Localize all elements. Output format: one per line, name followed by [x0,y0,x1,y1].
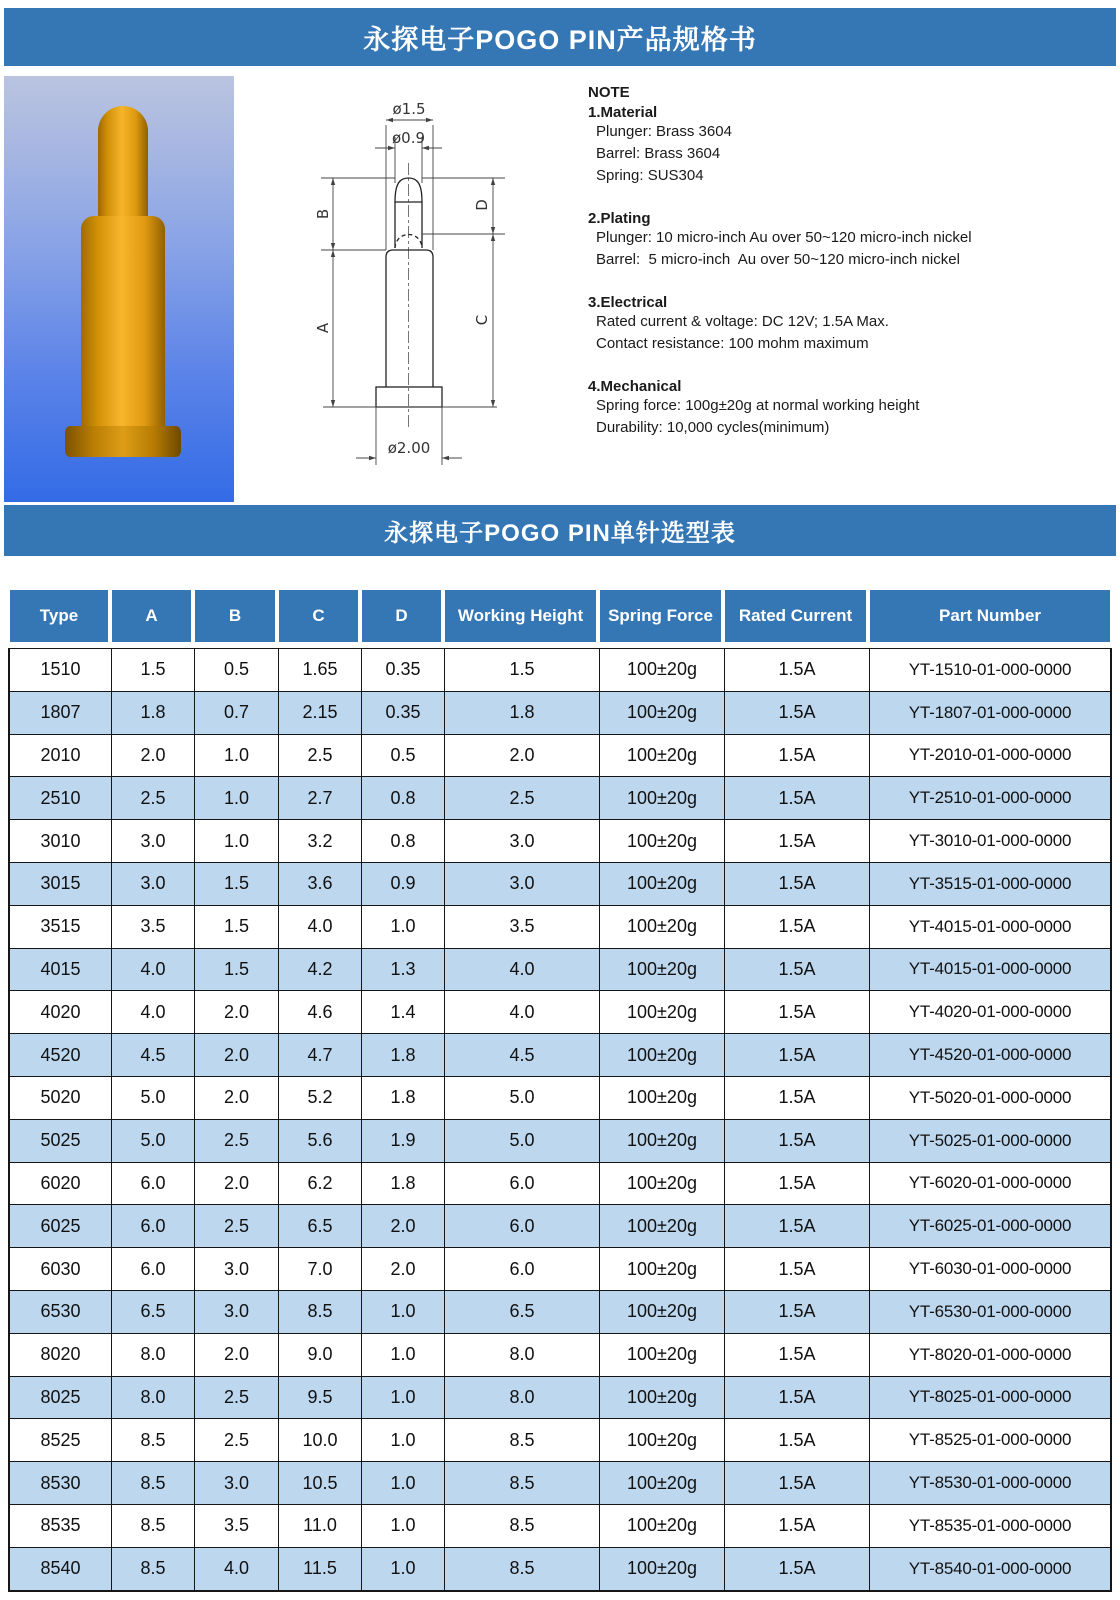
note-section [588,104,1116,187]
note-line: Barrel: 5 micro-inch Au over 50~120 micro-inch nickel [596,251,960,268]
cell-b: 0.7 [195,692,279,734]
cell-a: 3.0 [112,863,195,905]
cell-c: 2.15 [279,692,362,734]
note-line: Spring: SUS304 [596,167,704,184]
table-row [10,820,1110,863]
cell-rated-current: 1.5A [725,1462,870,1504]
cell-type: 6530 [10,1291,112,1333]
cell-a: 6.0 [112,1163,195,1205]
cell-type: 4020 [10,991,112,1033]
cell-a: 1.5 [112,649,195,691]
cell-d: 0.5 [362,735,445,777]
cell-working-height: 4.5 [445,1034,600,1076]
cell-a: 5.0 [112,1077,195,1119]
cell-spring-force: 100±20g [600,1548,725,1590]
cell-c: 10.5 [279,1462,362,1504]
cell-part-number: YT-4020-01-000-0000 [908,1002,1072,1022]
note-heading: NOTE [588,84,630,101]
pogo-pin-photo [4,76,234,502]
cell-working-height: 6.5 [445,1291,600,1333]
cell-b: 3.0 [195,1248,279,1290]
cell-d: 0.35 [362,649,445,691]
cell-type: 6030 [10,1248,112,1290]
cell-rated-current: 1.5A [725,863,870,905]
selection-table [8,590,1112,1592]
cell-type: 3010 [10,820,112,862]
cell-b: 0.5 [195,649,279,691]
cell-part-number: YT-5025-01-000-0000 [908,1130,1072,1150]
cell-spring-force: 100±20g [600,1163,725,1205]
table-row [10,1334,1110,1377]
cell-b: 4.0 [195,1548,279,1590]
dim-label-outer-diameter: ø1.5 [392,100,426,118]
cell-c: 11.0 [279,1505,362,1547]
cell-b: 2.0 [195,991,279,1033]
cell-part-number: YT-3515-01-000-0000 [908,873,1072,893]
dim-label-bottom-diameter: ø2.00 [387,439,431,457]
cell-a: 8.5 [112,1419,195,1461]
cell-a: 8.5 [112,1548,195,1590]
cell-spring-force: 100±20g [600,1505,725,1547]
note-line: Durability: 10,000 cycles(minimum) [596,419,830,436]
dim-outer-diameter [386,100,433,250]
cell-working-height: 8.5 [445,1419,600,1461]
column-header-working-height: Working Height [443,590,598,642]
cell-b: 1.0 [195,820,279,862]
cell-rated-current: 1.5A [725,1419,870,1461]
cell-part-number: YT-8535-01-000-0000 [908,1515,1072,1535]
cell-spring-force: 100±20g [600,1077,725,1119]
pin-barrel-render [81,216,165,428]
cell-rated-current: 1.5A [725,1334,870,1376]
cell-a: 8.0 [112,1334,195,1376]
table-row [10,949,1110,992]
cell-c: 4.7 [279,1034,362,1076]
cell-c: 3.6 [279,863,362,905]
cell-d: 2.0 [362,1205,445,1247]
table-row [10,1462,1110,1505]
cell-b: 1.0 [195,777,279,819]
cell-rated-current: 1.5A [725,1248,870,1290]
cell-d: 1.0 [362,1377,445,1419]
cell-working-height: 2.5 [445,777,600,819]
note-section-title: 1.Material [588,104,658,121]
cell-spring-force: 100±20g [600,777,725,819]
pin-outline [323,178,497,407]
cell-working-height: 3.0 [445,863,600,905]
cell-spring-force: 100±20g [600,1462,725,1504]
cell-spring-force: 100±20g [600,863,725,905]
cell-type: 5020 [10,1077,112,1119]
cell-a: 8.5 [112,1462,195,1504]
dim-label-A: A [314,322,332,334]
cell-d: 1.8 [362,1077,445,1119]
cell-d: 1.4 [362,991,445,1033]
cell-rated-current: 1.5A [725,649,870,691]
cell-part-number: YT-1807-01-000-0000 [908,702,1072,722]
cell-b: 2.5 [195,1377,279,1419]
table-row [10,735,1110,778]
cell-d: 0.35 [362,692,445,734]
table-row [10,863,1110,906]
cell-spring-force: 100±20g [600,1034,725,1076]
cell-c: 6.2 [279,1163,362,1205]
cell-type: 8540 [10,1548,112,1590]
cell-a: 2.5 [112,777,195,819]
cell-type: 8530 [10,1462,112,1504]
cell-a: 4.5 [112,1034,195,1076]
cell-type: 3015 [10,863,112,905]
note-section-title: 3.Electrical [588,294,668,311]
cell-spring-force: 100±20g [600,735,725,777]
cell-a: 5.0 [112,1120,195,1162]
cell-part-number: YT-6530-01-000-0000 [908,1301,1072,1321]
note-line: Spring force: 100g±20g at normal working height [596,397,920,414]
note-section [588,210,1116,271]
cell-c: 2.5 [279,735,362,777]
cell-type: 3515 [10,906,112,948]
cell-rated-current: 1.5A [725,1077,870,1119]
table-row [10,1120,1110,1163]
cell-a: 4.0 [112,991,195,1033]
cell-working-height: 8.5 [445,1505,600,1547]
cell-b: 1.5 [195,906,279,948]
dim-right [422,178,505,407]
cell-c: 5.6 [279,1120,362,1162]
cell-b: 1.0 [195,735,279,777]
cell-type: 8525 [10,1419,112,1461]
cell-rated-current: 1.5A [725,1034,870,1076]
dim-label-C: C [473,314,491,326]
cell-a: 2.0 [112,735,195,777]
cell-type: 2510 [10,777,112,819]
cell-d: 1.0 [362,1334,445,1376]
pin-flange-render [65,426,181,457]
column-header-b: B [193,590,277,642]
cell-c: 5.2 [279,1077,362,1119]
cell-c: 2.7 [279,777,362,819]
cell-part-number: YT-4015-01-000-0000 [908,916,1072,936]
note-line: Rated current & voltage: DC 12V; 1.5A Max. [596,313,889,330]
dim-label-D: D [473,199,491,211]
cell-b: 1.5 [195,863,279,905]
cell-part-number: YT-6030-01-000-0000 [908,1259,1072,1279]
cell-rated-current: 1.5A [725,1377,870,1419]
cell-rated-current: 1.5A [725,949,870,991]
cell-type: 8025 [10,1377,112,1419]
column-header-d: D [360,590,443,642]
cell-working-height: 4.0 [445,991,600,1033]
cell-a: 6.0 [112,1205,195,1247]
technical-drawing [300,85,580,490]
cell-type: 2010 [10,735,112,777]
table-row [10,1077,1110,1120]
column-header-spring-force: Spring Force [598,590,723,642]
note-line: Plunger: Brass 3604 [596,123,732,140]
cell-b: 2.5 [195,1419,279,1461]
cell-spring-force: 100±20g [600,1120,725,1162]
note-section [588,294,1116,355]
note-line: Barrel: Brass 3604 [596,145,721,162]
table-row [10,1163,1110,1206]
cell-a: 8.5 [112,1505,195,1547]
cell-spring-force: 100±20g [600,820,725,862]
cell-c: 4.6 [279,991,362,1033]
cell-a: 1.8 [112,692,195,734]
cell-d: 0.8 [362,777,445,819]
cell-type: 1510 [10,649,112,691]
cell-spring-force: 100±20g [600,991,725,1033]
column-header-c: C [277,590,360,642]
cell-part-number: YT-8530-01-000-0000 [908,1473,1072,1493]
cell-spring-force: 100±20g [600,1419,725,1461]
cell-spring-force: 100±20g [600,1291,725,1333]
cell-spring-force: 100±20g [600,1377,725,1419]
cell-working-height: 8.5 [445,1462,600,1504]
cell-part-number: YT-4015-01-000-0000 [908,959,1072,979]
cell-working-height: 5.0 [445,1077,600,1119]
cell-c: 4.0 [279,906,362,948]
cell-working-height: 8.5 [445,1548,600,1590]
cell-working-height: 8.0 [445,1377,600,1419]
table-row [10,1205,1110,1248]
cell-c: 1.65 [279,649,362,691]
table-row [10,649,1110,692]
cell-working-height: 3.5 [445,906,600,948]
cell-working-height: 3.0 [445,820,600,862]
note-section-title: 4.Mechanical [588,378,682,395]
cell-rated-current: 1.5A [725,906,870,948]
note-block [588,84,1116,439]
table-row [10,991,1110,1034]
cell-c: 10.0 [279,1419,362,1461]
table-row [10,1377,1110,1420]
cell-c: 9.5 [279,1377,362,1419]
cell-spring-force: 100±20g [600,649,725,691]
table-row [10,1505,1110,1548]
cell-b: 3.5 [195,1505,279,1547]
cell-part-number: YT-2510-01-000-0000 [908,788,1072,808]
cell-rated-current: 1.5A [725,1505,870,1547]
selection-table-title: 永探电子POGO PIN单针选型表 [384,520,736,547]
cell-part-number: YT-6025-01-000-0000 [908,1216,1072,1236]
cell-d: 0.9 [362,863,445,905]
cell-rated-current: 1.5A [725,820,870,862]
note-section-title: 2.Plating [588,210,651,227]
cell-type: 5025 [10,1120,112,1162]
cell-d: 1.8 [362,1163,445,1205]
cell-b: 2.0 [195,1163,279,1205]
cell-working-height: 6.0 [445,1248,600,1290]
cell-a: 6.5 [112,1291,195,1333]
cell-d: 1.0 [362,1462,445,1504]
cell-type: 8535 [10,1505,112,1547]
note-line: Contact resistance: 100 mohm maximum [596,335,869,352]
cell-rated-current: 1.5A [725,692,870,734]
cell-d: 1.8 [362,1034,445,1076]
cell-b: 3.0 [195,1462,279,1504]
document-title-banner [4,8,1116,66]
cell-d: 2.0 [362,1248,445,1290]
cell-b: 1.5 [195,949,279,991]
cell-d: 1.0 [362,1548,445,1590]
cell-d: 1.0 [362,1505,445,1547]
column-header-part-number: Part Number [868,590,1112,642]
table-body [8,648,1112,1592]
dim-label-B: B [314,208,332,220]
cell-c: 6.5 [279,1205,362,1247]
cell-d: 1.9 [362,1120,445,1162]
cell-b: 2.5 [195,1120,279,1162]
cell-a: 3.5 [112,906,195,948]
cell-c: 4.2 [279,949,362,991]
cell-a: 3.0 [112,820,195,862]
cell-rated-current: 1.5A [725,1291,870,1333]
note-sections [588,104,1116,439]
cell-type: 6025 [10,1205,112,1247]
document-title: 永探电子POGO PIN产品规格书 [363,24,757,55]
cell-working-height: 8.0 [445,1334,600,1376]
cell-spring-force: 100±20g [600,949,725,991]
cell-spring-force: 100±20g [600,692,725,734]
dim-bottom-diameter [356,407,462,465]
selection-table-banner [4,505,1116,556]
note-line: Plunger: 10 micro-inch Au over 50~120 micro-inch nickel [596,229,972,246]
cell-c: 8.5 [279,1291,362,1333]
cell-part-number: YT-4520-01-000-0000 [908,1045,1072,1065]
cell-d: 1.0 [362,1419,445,1461]
cell-rated-current: 1.5A [725,1120,870,1162]
cell-spring-force: 100±20g [600,906,725,948]
table-row [10,692,1110,735]
cell-c: 7.0 [279,1248,362,1290]
cell-d: 0.8 [362,820,445,862]
cell-a: 4.0 [112,949,195,991]
table-row [10,777,1110,820]
cell-working-height: 1.8 [445,692,600,734]
cell-working-height: 1.5 [445,649,600,691]
column-header-a: A [110,590,193,642]
cell-d: 1.3 [362,949,445,991]
cell-b: 2.0 [195,1334,279,1376]
cell-b: 2.0 [195,1077,279,1119]
cell-type: 4015 [10,949,112,991]
cell-part-number: YT-5020-01-000-0000 [908,1087,1072,1107]
column-header-type: Type [8,590,110,642]
cell-part-number: YT-8540-01-000-0000 [908,1558,1072,1578]
cell-spring-force: 100±20g [600,1248,725,1290]
cell-working-height: 6.0 [445,1205,600,1247]
dim-label-inner-diameter: ø0.9 [391,129,426,147]
table-row [10,906,1110,949]
cell-b: 2.5 [195,1205,279,1247]
cell-part-number: YT-8020-01-000-0000 [908,1344,1072,1364]
cell-b: 2.0 [195,1034,279,1076]
cell-part-number: YT-8025-01-000-0000 [908,1387,1072,1407]
cell-part-number: YT-8525-01-000-0000 [908,1430,1072,1450]
cell-rated-current: 1.5A [725,777,870,819]
cell-type: 1807 [10,692,112,734]
cell-a: 6.0 [112,1248,195,1290]
cell-working-height: 2.0 [445,735,600,777]
cell-a: 8.0 [112,1377,195,1419]
cell-c: 11.5 [279,1548,362,1590]
cell-rated-current: 1.5A [725,1548,870,1590]
table-header-row [8,590,1112,642]
cell-working-height: 6.0 [445,1163,600,1205]
pin-plunger-render [98,106,148,221]
table-row [10,1248,1110,1291]
table-row [10,1548,1110,1590]
column-header-rated-current: Rated Current [723,590,868,642]
cell-d: 1.0 [362,1291,445,1333]
cell-c: 3.2 [279,820,362,862]
table-row [10,1419,1110,1462]
dim-left [314,178,395,407]
cell-d: 1.0 [362,906,445,948]
cell-spring-force: 100±20g [600,1334,725,1376]
cell-type: 8020 [10,1334,112,1376]
cell-rated-current: 1.5A [725,1205,870,1247]
cell-spring-force: 100±20g [600,1205,725,1247]
cell-working-height: 5.0 [445,1120,600,1162]
note-section [588,378,1116,439]
cell-rated-current: 1.5A [725,735,870,777]
cell-part-number: YT-2010-01-000-0000 [908,745,1072,765]
cell-rated-current: 1.5A [725,991,870,1033]
cell-type: 4520 [10,1034,112,1076]
cell-rated-current: 1.5A [725,1163,870,1205]
cell-part-number: YT-6020-01-000-0000 [908,1173,1072,1193]
cell-part-number: YT-1510-01-000-0000 [908,659,1072,679]
cell-part-number: YT-3010-01-000-0000 [908,831,1072,851]
table-row [10,1291,1110,1334]
cell-type: 6020 [10,1163,112,1205]
table-row [10,1034,1110,1077]
cell-c: 9.0 [279,1334,362,1376]
cell-working-height: 4.0 [445,949,600,991]
cell-b: 3.0 [195,1291,279,1333]
